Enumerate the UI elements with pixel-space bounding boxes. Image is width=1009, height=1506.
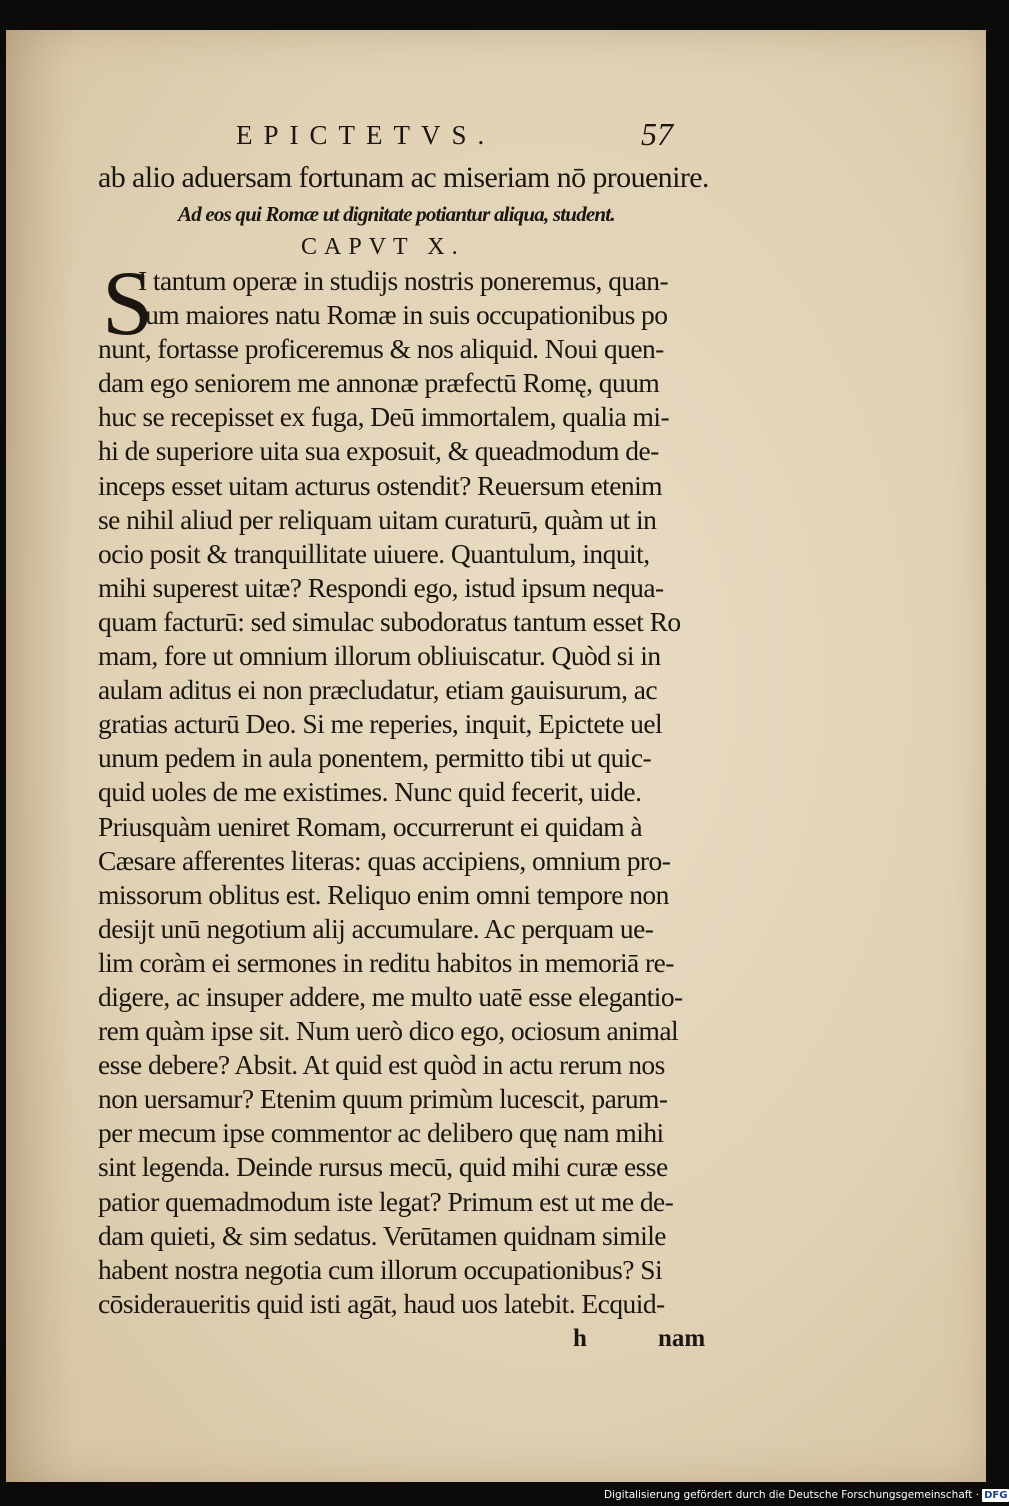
signature-mark: h <box>573 1324 587 1352</box>
text-line: gratias acturū Deo. Si me reperies, inquit, Epictete uel <box>98 708 663 740</box>
text-block <box>98 116 734 1361</box>
text-line: tum maiores natu Romæ in suis occupationibus po <box>138 299 668 331</box>
text-line: quid uoles de me existimes. Nunc quid fecerit, uide. <box>98 776 642 808</box>
text-line: missorum oblitus est. Reliquo enim omni tempore non <box>98 878 669 910</box>
chapter-heading: CAPVT X. <box>301 234 465 260</box>
text-line: patior quemadmodum iste legat? Primum est ut me de- <box>98 1185 674 1217</box>
text-line: hi de superiore uita sua exposuit, & queadmodum de- <box>98 435 659 467</box>
catchword: nam <box>658 1324 706 1352</box>
text-line: nunt, fortasse proficeremus & nos aliquid. Noui quen- <box>98 333 664 365</box>
text-line: esse debere? Absit. At quid est quòd in actu rerum nos <box>98 1049 665 1081</box>
drop-cap: S <box>102 252 154 354</box>
text-line: mihi superest uitæ? Respondi ego, istud ipsum nequa- <box>98 571 664 603</box>
text-line: digere, ac insuper addere, me multo uatē esse elegantio- <box>98 980 683 1012</box>
text-line: habent nostra negotia cum illorum occupationibus? Si <box>98 1253 663 1285</box>
text-line: unum pedem in aula ponentem, permitto tibi ut quic- <box>98 742 652 774</box>
dfg-logo: DFG <box>984 1489 1008 1501</box>
digitization-credit <box>604 1486 1008 1504</box>
text-line: desijt unū negotium alij accumulare. Ac perquam ue- <box>98 912 654 944</box>
text-line: ocio posit & tranquillitate uiuere. Quantulum, inquit, <box>98 537 650 569</box>
text-line: se nihil aliud per reliquam uitam curaturū, quàm ut in <box>98 503 657 535</box>
running-title: EPICTETVS. <box>236 120 496 150</box>
text-line: lim coràm ei sermones in reditu habitos in memoriā re- <box>98 946 674 978</box>
text-line: non uersamur? Etenim quum primùm lucescit, parum- <box>98 1083 668 1115</box>
text-line: dam ego seniorem me annonæ præfectū Romę, quum <box>98 367 660 399</box>
continuation-line: ab alio aduersam fortunam ac miseriam nō prouenire. <box>98 161 709 194</box>
text-line: quam facturū: sed simulac subodoratus tantum esset Ro <box>98 605 681 637</box>
text-line: per mecum ipse commentor ac delibero quę nam mihi <box>98 1117 664 1149</box>
text-line: huc se recepisset ex fuga, Deū immortalem, qualia mi- <box>98 401 670 433</box>
text-line: I tantum operæ in studijs nostris poneremus, quan- <box>138 265 669 296</box>
text-line: aulam aditus ei non præcludatur, etiam gauisurum, ac <box>98 674 658 706</box>
text-line: inceps esset uitam acturus ostendit? Reuersum etenim <box>98 469 663 501</box>
credit-text: Digitalisierung gefördert durch die Deutsche Forschungsgemeinschaft · <box>604 1489 980 1501</box>
text-line: Priusquàm ueniret Romam, occurrerunt ei quidam à <box>98 810 643 842</box>
book-page <box>6 30 986 1482</box>
text-line: cōsideraueritis quid isti agāt, haud uos latebit. Ecquid- <box>98 1287 665 1319</box>
text-line: mam, fore ut omnium illorum obliuiscatur. Quòd si in <box>98 640 661 672</box>
page-number: 57 <box>641 116 673 152</box>
text-line: rem quàm ipse sit. Num uerò dico ego, ociosum animal <box>98 1015 679 1047</box>
running-head <box>98 116 734 158</box>
text-line: dam quieti, & sim sedatus. Verūtamen quidnam simile <box>98 1219 666 1251</box>
text-line: sint legenda. Deinde rursus mecū, quid mihi curæ esse <box>98 1151 668 1183</box>
body-text <box>98 252 734 1321</box>
catchwords <box>98 1325 734 1361</box>
chapter-subtitle: Ad eos qui Romæ ut dignitate potiantur aliqua, student. <box>178 202 615 226</box>
text-line: Cæsare afferentes literas: quas accipiens, omnium pro- <box>98 844 671 876</box>
